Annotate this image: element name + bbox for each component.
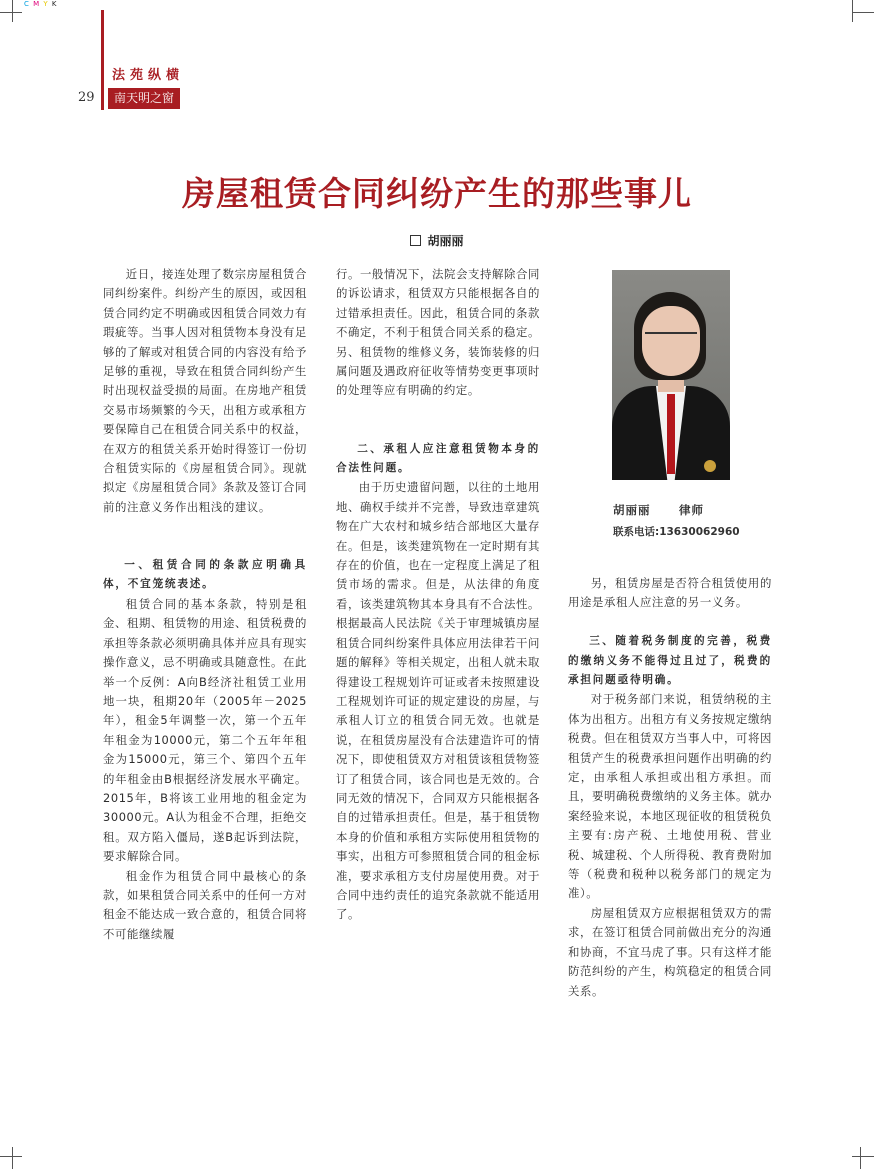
article-column-2 (336, 265, 540, 925)
crop-mark (852, 12, 874, 13)
paragraph: 近日，接连处理了数宗房屋租赁合同纠纷案件。纠纷产生的原因，或因租赁合同约定不明确或因租赁合同效力有瑕疵等。当事人因对租赁物本身没有足够的了解或对租赁合同的内容没有给予足够的重视，导致在租赁合同纠纷产生时出现权益受损的局面。在房地产租赁交易市场频繁的今天，出租方或承租方要保障自己在租赁合同关系中的权益，在双方的租赁关系开始时得签订一份切合租赁实际的《房屋租赁合同》。现就拟定《房屋租赁合同》条款及签订合同前的注意义务作出粗浅的建议。 (103, 267, 307, 514)
crop-mark (852, 1156, 874, 1157)
crop-mark (860, 1147, 861, 1169)
court-badge-icon (704, 460, 716, 472)
section-title: 法苑纵横 (112, 68, 185, 83)
section-heading: 三、随着税务制度的完善，税费的缴纳义务不能得过且过了，税费的承担问题亟待明确。 (568, 635, 772, 687)
author-line (0, 232, 874, 249)
paragraph: 行。一般情况下，法院会支持解除合同的诉讼请求，租赁双方只能根据各自的过错承担责任。因此，租赁合同的条款不确定，不利于租赁合同关系的稳定。另、租赁物的维修义务，装饰装修的归属问题及遇政府征收等情势变更事项时的处理等应有明确的约定。 (336, 267, 540, 398)
section-heading: 一、租赁合同的条款应明确具体，不宜笼统表述。 (103, 559, 307, 591)
glasses-icon (645, 332, 697, 346)
crop-mark (0, 12, 22, 13)
column-tag: 南天明之窗 (108, 88, 180, 109)
paragraph: 租赁合同的基本条款，特别是租金、租期、租赁物的用途、租赁税费的承担等条款必须明确具体并应具有现实操作意义，忌不明确或具随意性。在此举一个反例：A向B经济社租赁工业用地一块，租期20年（2005年－2025年），租金5年调整一次，第一个五年年租金为10000元，第二个五年年租金为15000元，第三个、第四个五年的年租金由B根据经济发展水平确定。2015年，B将该工业用地的租金定为30000元。A认为租金不合理，拒绝交租。双方陷入僵局，遂B起诉到法院，要求解除合同。 (103, 596, 307, 864)
crop-mark (852, 0, 853, 22)
author-name: 胡丽丽 (427, 234, 464, 248)
square-bullet-icon (410, 235, 421, 246)
paragraph: 对于税务部门来说，租赁纳税的主体为出租方。出租方有义务按规定缴纳税费。但在租赁双方当事人中，可将因租赁产生的税费承担问题作出明确的约定，由承租人承担或出租方承担。而且，要明确税费缴纳的义务主体。就办案经验来说，本地区现征收的租赁税负主要有:房产税、土地使用税、营业税、城建税、个人所得税、教育费附加等（税费和税种以税务部门的规定为准）。 (568, 692, 772, 901)
paragraph: 由于历史遗留问题，以往的土地用地、确权手续并不完善，导致违章建筑物在广大农村和城乡结合部地区大量存在。但是，该类建筑物在一定时期有其存在的价值，也在一定程度上满足了租赁市场的需求。但是，从法律的角度看，该类建筑物其本身具有不合法性。根据最高人民法院《关于审理城镇房屋租赁合同纠纷案件具体应用法律若干问题的解释》等相关规定，出租人就未取得建设工程规划许可证或者未按照建设工程规划许可证的规定建设的房屋，与承租人订立的租赁合同无效。也就是说，在租赁房屋没有合法建造许可的情况下，即使租赁双方对租赁该租赁物签订了租赁合同，该合同也是无效的。合同无效的情况下，合同双方只能根据各自的过错承担责任。但是，基于租赁物本身的价值和承租方实际使用租赁物的事实，出租方可参照租赁合同的租金标准，要求承租方支付房屋使用费。对于合同中违约责任的追究条款就不能适用了。 (336, 480, 540, 922)
crop-mark (0, 1156, 22, 1157)
lawyer-photo (612, 270, 730, 480)
color-registration-marks: C M Y K (24, 0, 58, 8)
lawyer-name: 胡丽丽 (613, 503, 651, 517)
contact-phone: 联系电话:13630062960 (613, 526, 740, 538)
article-column-3 (568, 574, 772, 1001)
lawyer-title: 律师 (679, 503, 704, 517)
article-title: 房屋租赁合同纠纷产生的那些事儿 (182, 174, 692, 213)
page-number: 29 (78, 90, 95, 105)
section-heading: 二、承租人应注意租赁物本身的合法性问题。 (336, 442, 540, 475)
paragraph: 租金作为租赁合同中最核心的条款，如果租赁合同关系中的任何一方对租金不能达成一致合意的，租赁合同将不可能继续履 (103, 868, 307, 941)
header-accent-bar (101, 10, 104, 110)
paragraph: 另，租赁房屋是否符合租赁使用的用途是承租人应注意的另一义务。 (568, 576, 772, 610)
paragraph: 房屋租赁双方应根据租赁双方的需求，在签订租赁合同前做出充分的沟通和协商，不宜马虎了事。只有这样才能防范纠纷的产生，构筑稳定的租赁合同关系。 (568, 905, 772, 998)
crop-mark (12, 0, 13, 22)
article-column-1 (103, 265, 307, 944)
crop-mark (12, 1147, 13, 1169)
